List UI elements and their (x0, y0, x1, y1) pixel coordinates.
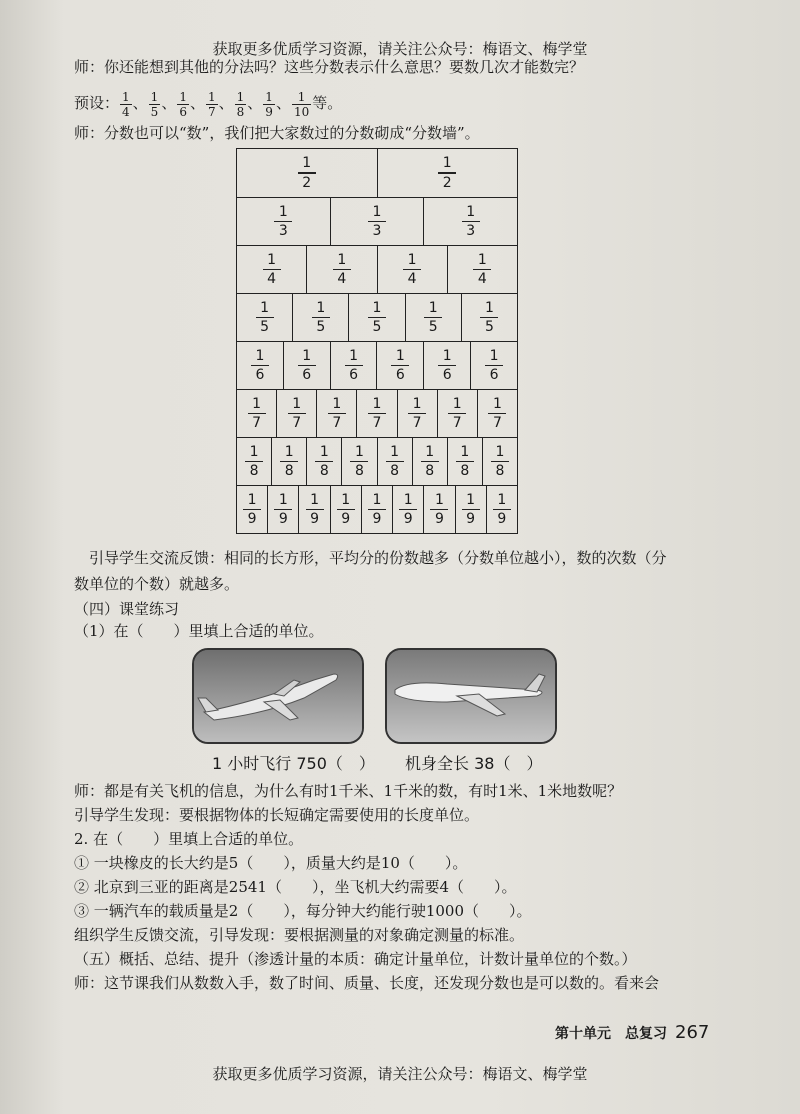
fraction-wall-row (237, 437, 517, 485)
exercise-2-item-1: ① 一块橡皮的长大约是5（ ），质量大约是10（ ）。 (74, 854, 468, 872)
fraction-wall-cell: 1 4 (237, 246, 306, 293)
exercise-2-item-3: ③ 一辆汽车的载质量是2（ ），每分钟大约能行驶1000（ ）。 (74, 902, 532, 920)
teacher-question-line: 师：你还能想到其他的分法吗？这些分数表示什么意思？要数几次才能数完？ (74, 58, 585, 76)
fraction-wall-row (237, 149, 517, 197)
fraction-wall-cell: 1 5 (292, 294, 348, 341)
preset-fraction: $\frac{1}{5}$ (150, 89, 159, 119)
fraction-wall-cell: 1 8 (447, 438, 482, 485)
fraction-wall-cell: 1 6 (237, 342, 283, 389)
section-heading-practice: （四）课堂练习 (74, 600, 180, 618)
teacher-summary-line: 师：这节课我们从数数入手，数了时间、质量、长度，还发现分数也是可以数的。看来会 (74, 974, 660, 992)
fraction-wall-row (237, 245, 517, 293)
separator: 、 (275, 94, 291, 112)
caption-body-length: 机身全长 38（ ） (405, 754, 543, 773)
fraction-wall-cell: 1 6 (330, 342, 377, 389)
fraction-wall-cell: 1 6 (283, 342, 330, 389)
preset-fraction: $\frac{1}{6}$ (179, 89, 187, 119)
feedback-line-1: 引导学生交流反馈：相同的长方形，平均分的份数越多（分数单位越小），数的次数（分 (89, 549, 667, 567)
fraction-wall-cell: 1 7 (237, 390, 276, 437)
fraction-wall-cell: 1 6 (423, 342, 470, 389)
preset-label: 预设： (74, 94, 120, 112)
fraction-wall-cell: 1 9 (392, 486, 423, 533)
fraction-wall-cell: 1 8 (412, 438, 447, 485)
fraction-wall-cell: 1 9 (361, 486, 392, 533)
fraction-wall-cell: 1 3 (423, 198, 517, 245)
teacher-airplane-question: 师：都是有关飞机的信息，为什么有时1千米、1千米的数，有时1米、1米地数呢？ (74, 782, 623, 800)
fraction-wall-cell: 1 7 (477, 390, 517, 437)
fraction-wall-cell: 1 5 (237, 294, 292, 341)
fraction-wall-cell: 1 9 (267, 486, 298, 533)
separator: 、 (132, 94, 148, 112)
fraction-wall-row (237, 341, 517, 389)
fraction-wall (236, 148, 518, 534)
preset-fraction: $\frac{1}{7}$ (207, 89, 216, 119)
footer-watermark-text: 获取更多优质学习资源，请关注公众号：梅语文、梅学堂 (212, 1065, 588, 1083)
airplane-photo-right (385, 648, 557, 744)
fraction-wall-row (237, 389, 517, 437)
fraction-wall-cell: 1 4 (306, 246, 376, 293)
preset-fraction: $\frac{1}{8}$ (236, 89, 245, 119)
airplane-photo-left (192, 648, 364, 744)
fraction-wall-cell: 1 3 (237, 198, 330, 245)
exercise-2-item-2: ② 北京到三亚的距离是2541（ ），坐飞机大约需要4（ ）。 (74, 878, 517, 896)
fraction-wall-cell: 1 2 (237, 149, 377, 197)
preset-line (74, 86, 342, 120)
fraction-wall-cell: 1 9 (455, 486, 486, 533)
fraction-wall-cell: 1 9 (330, 486, 361, 533)
fraction-wall-cell: 1 7 (356, 390, 396, 437)
separator: 、 (247, 94, 263, 112)
fraction-wall-cell: 1 7 (316, 390, 356, 437)
fraction-wall-cell: 1 5 (461, 294, 517, 341)
feedback-exchange-line: 组织学生反馈交流，引导发现：要根据测量的对象确定测量的标准。 (74, 926, 525, 944)
airplane-icon (194, 650, 362, 742)
caption-flight-speed: 1 小时飞行 750（ ） (212, 754, 375, 773)
separator: 、 (189, 94, 205, 112)
fraction-wall-cell: 1 6 (470, 342, 517, 389)
page-number: 267 (675, 1022, 710, 1043)
fraction-wall-row (237, 485, 517, 533)
separator: 、 (161, 94, 177, 112)
fraction-wall-cell: 1 9 (237, 486, 267, 533)
fraction-wall-cell: 1 8 (377, 438, 412, 485)
fraction-wall-cell: 1 9 (486, 486, 517, 533)
preset-fraction: $\frac{1}{10}$ (293, 89, 310, 119)
fraction-wall-cell: 1 9 (423, 486, 454, 533)
header-watermark-text: 获取更多优质学习资源，请关注公众号：梅语文、梅学堂 (212, 40, 588, 58)
fraction-wall-cell: 1 8 (482, 438, 517, 485)
section-heading-summary: （五）概括、总结、提升（渗透计量的本质：确定计量单位，计数计量单位的个数。） (74, 950, 637, 968)
fraction-wall-cell: 1 5 (405, 294, 461, 341)
fraction-wall-cell: 1 7 (437, 390, 477, 437)
fraction-wall-cell: 1 3 (330, 198, 424, 245)
preset-end: 等。 (312, 94, 343, 112)
page-footer (555, 1022, 709, 1043)
airplane-icon (387, 650, 555, 742)
fraction-wall-cell: 1 6 (376, 342, 423, 389)
fraction-wall-cell: 1 8 (306, 438, 341, 485)
fraction-wall-intro: 师：分数也可以“数”，我们把大家数过的分数砌成“分数墙”。 (74, 124, 480, 142)
exercise-2-title: 2. 在（ ）里填上合适的单位。 (74, 830, 304, 848)
preset-fraction: $\frac{1}{4}$ (122, 89, 130, 119)
fraction-wall-row (237, 197, 517, 245)
preset-fraction-list (119, 89, 312, 119)
section-name: 第十单元 总复习 (555, 1026, 667, 1042)
fraction-wall-row (237, 293, 517, 341)
fraction-wall-cell: 1 5 (348, 294, 404, 341)
guide-discovery-line: 引导学生发现：要根据物体的长短确定需要使用的长度单位。 (74, 806, 480, 824)
separator: 、 (218, 94, 234, 112)
fraction-wall-cell: 1 8 (341, 438, 376, 485)
preset-fraction: $\frac{1}{9}$ (265, 89, 273, 119)
fraction-wall-cell: 1 8 (271, 438, 306, 485)
fraction-wall-cell: 1 7 (397, 390, 437, 437)
fraction-wall-cell: 1 9 (298, 486, 329, 533)
feedback-line-2: 数单位的个数）就越多。 (74, 575, 240, 593)
exercise-1-title: （1）在（ ）里填上合适的单位。 (74, 622, 324, 640)
fraction-wall-cell: 1 2 (377, 149, 518, 197)
fraction-wall-cell: 1 8 (237, 438, 271, 485)
fraction-wall-cell: 1 4 (377, 246, 447, 293)
fraction-wall-cell: 1 4 (447, 246, 517, 293)
fraction-wall-cell: 1 7 (276, 390, 316, 437)
